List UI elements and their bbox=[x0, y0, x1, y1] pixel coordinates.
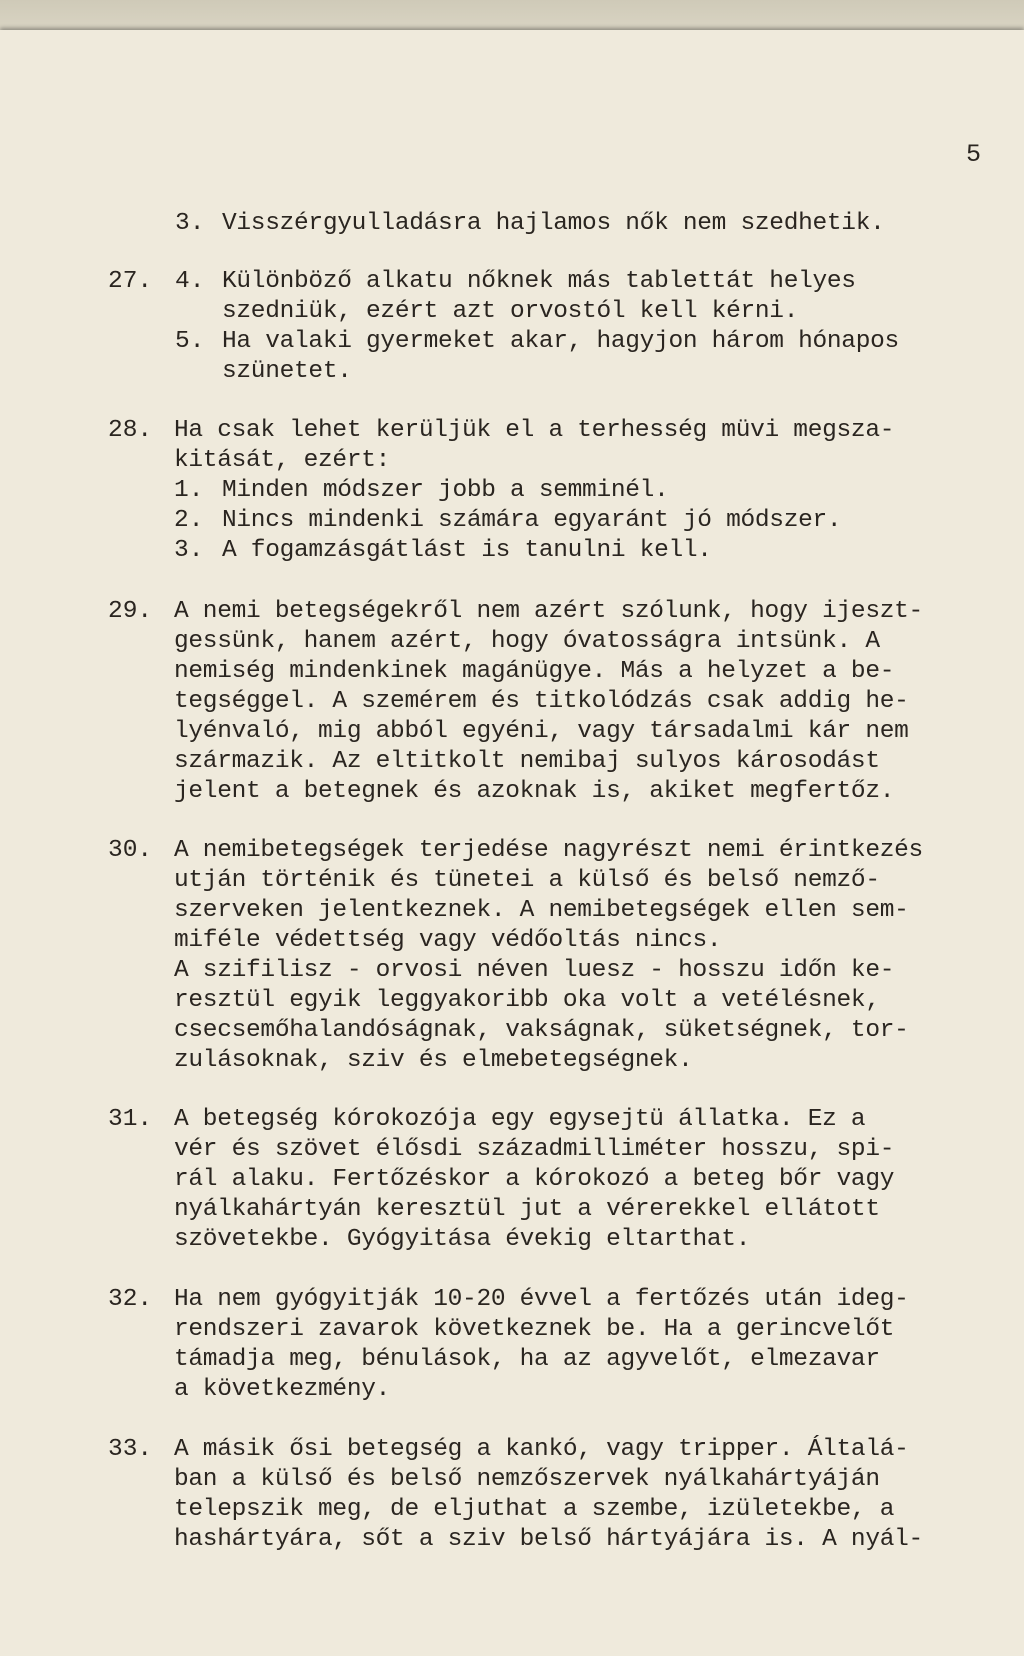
text-line: zulásoknak, sziv és elmebetegségnek. bbox=[174, 1047, 693, 1074]
text-line: nyálkahártyán keresztül jut a vérerekkel ellátott bbox=[174, 1196, 880, 1223]
text-line: rál alaku. Fertőzéskor a kórokozó a beteg bőr vagy bbox=[174, 1166, 895, 1193]
text-line: utján történik és tünetei a külső és belső nemző- bbox=[174, 867, 880, 894]
text-line: miféle védettség vagy védőoltás nincs. bbox=[174, 927, 722, 954]
paragraph-number: 33. bbox=[108, 1436, 153, 1463]
text-line: telepszik meg, de eljuthat a szembe, izületekbe, a bbox=[174, 1496, 895, 1523]
text-line: szövetekbe. Gyógyitása évekig eltarthat. bbox=[174, 1226, 751, 1253]
text-line: hashártyára, sőt a sziv belső hártyájára is. A nyál- bbox=[174, 1526, 923, 1553]
text-line: A nemibetegségek terjedése nagyrészt nemi érintkezés bbox=[174, 837, 923, 864]
text-line: származik. Az eltitkolt nemibaj sulyos károsodást bbox=[174, 748, 880, 775]
text-line: szerveken jelentkeznek. A nemibetegségek ellen sem- bbox=[174, 897, 909, 924]
text-line: A másik ősi betegség a kankó, vagy tripper. Általá- bbox=[174, 1436, 909, 1463]
paragraph-number: 31. bbox=[108, 1106, 153, 1133]
text-line: Különböző alkatu nőknek más tablettát helyes bbox=[222, 268, 856, 295]
text-line: rendszeri zavarok következnek be. Ha a gerincvelőt bbox=[174, 1316, 895, 1343]
text-line: Ha valaki gyermeket akar, hagyjon három hónapos bbox=[222, 328, 899, 355]
text-line: vér és szövet élősdi századmilliméter hosszu, spi- bbox=[174, 1136, 895, 1163]
paragraph-number: 27. bbox=[108, 268, 153, 295]
text-line: jelent a betegnek és azoknak is, akiket megfertőz. bbox=[174, 778, 895, 805]
text-line: nemiség mindenkinek magánügye. Más a helyzet a be- bbox=[174, 658, 895, 685]
paragraph-number: 32. bbox=[108, 1286, 153, 1313]
text-line: Visszérgyulladásra hajlamos nők nem szedhetik. bbox=[222, 210, 885, 237]
text-line: A nemi betegségekről nem azért szólunk, hogy ijeszt- bbox=[174, 598, 923, 625]
paragraph-number: 29. bbox=[108, 598, 153, 625]
text-line: gessünk, hanem azért, hogy óvatosságra intsünk. A bbox=[174, 628, 880, 655]
text-line: támadja meg, bénulások, ha az agyvelőt, elmezavar bbox=[174, 1346, 880, 1373]
list-marker: 3. bbox=[174, 537, 204, 564]
text-line: ban a külső és belső nemzőszervek nyálkahártyáján bbox=[174, 1466, 880, 1493]
text-line: A fogamzásgátlást is tanulni kell. bbox=[222, 537, 712, 564]
text-line: A betegség kórokozója egy egysejtü állatka. Ez a bbox=[174, 1106, 866, 1133]
list-marker: 1. bbox=[174, 477, 204, 504]
paragraph-number: 30. bbox=[108, 837, 153, 864]
text-line: Minden módszer jobb a semminél. bbox=[222, 477, 669, 504]
text-line: csecsemőhalandóságnak, vakságnak, süketségnek, tor- bbox=[174, 1017, 909, 1044]
text-line: szedniük, ezért azt orvostól kell kérni. bbox=[222, 298, 799, 325]
list-marker: 4. bbox=[175, 268, 205, 295]
paragraph-number: 28. bbox=[108, 417, 153, 444]
text-line: a következmény. bbox=[174, 1376, 391, 1403]
scan-top-edge bbox=[0, 0, 1024, 30]
page-number: 5 bbox=[966, 140, 982, 169]
list-marker: 2. bbox=[174, 507, 204, 534]
text-line: tegséggel. A szemérem és titkolódzás csak addig he- bbox=[174, 688, 909, 715]
text-line: szünetet. bbox=[222, 358, 352, 385]
text-line: lyénvaló, mig abból egyéni, vagy társadalmi kár nem bbox=[174, 718, 909, 745]
text-line: Ha csak lehet kerüljük el a terhesség müvi megsza- bbox=[174, 417, 895, 444]
text-line: Ha nem gyógyitják 10-20 évvel a fertőzés után ideg- bbox=[174, 1286, 909, 1313]
list-marker: 3. bbox=[175, 210, 205, 237]
text-line: kitását, ezért: bbox=[174, 447, 391, 474]
text-line: A szifilisz - orvosi néven luesz - hosszu időn ke- bbox=[174, 957, 895, 984]
text-line: Nincs mindenki számára egyaránt jó módszer. bbox=[222, 507, 842, 534]
text-line: resztül egyik leggyakoribb oka volt a vetélésnek, bbox=[174, 987, 880, 1014]
list-marker: 5. bbox=[175, 328, 205, 355]
